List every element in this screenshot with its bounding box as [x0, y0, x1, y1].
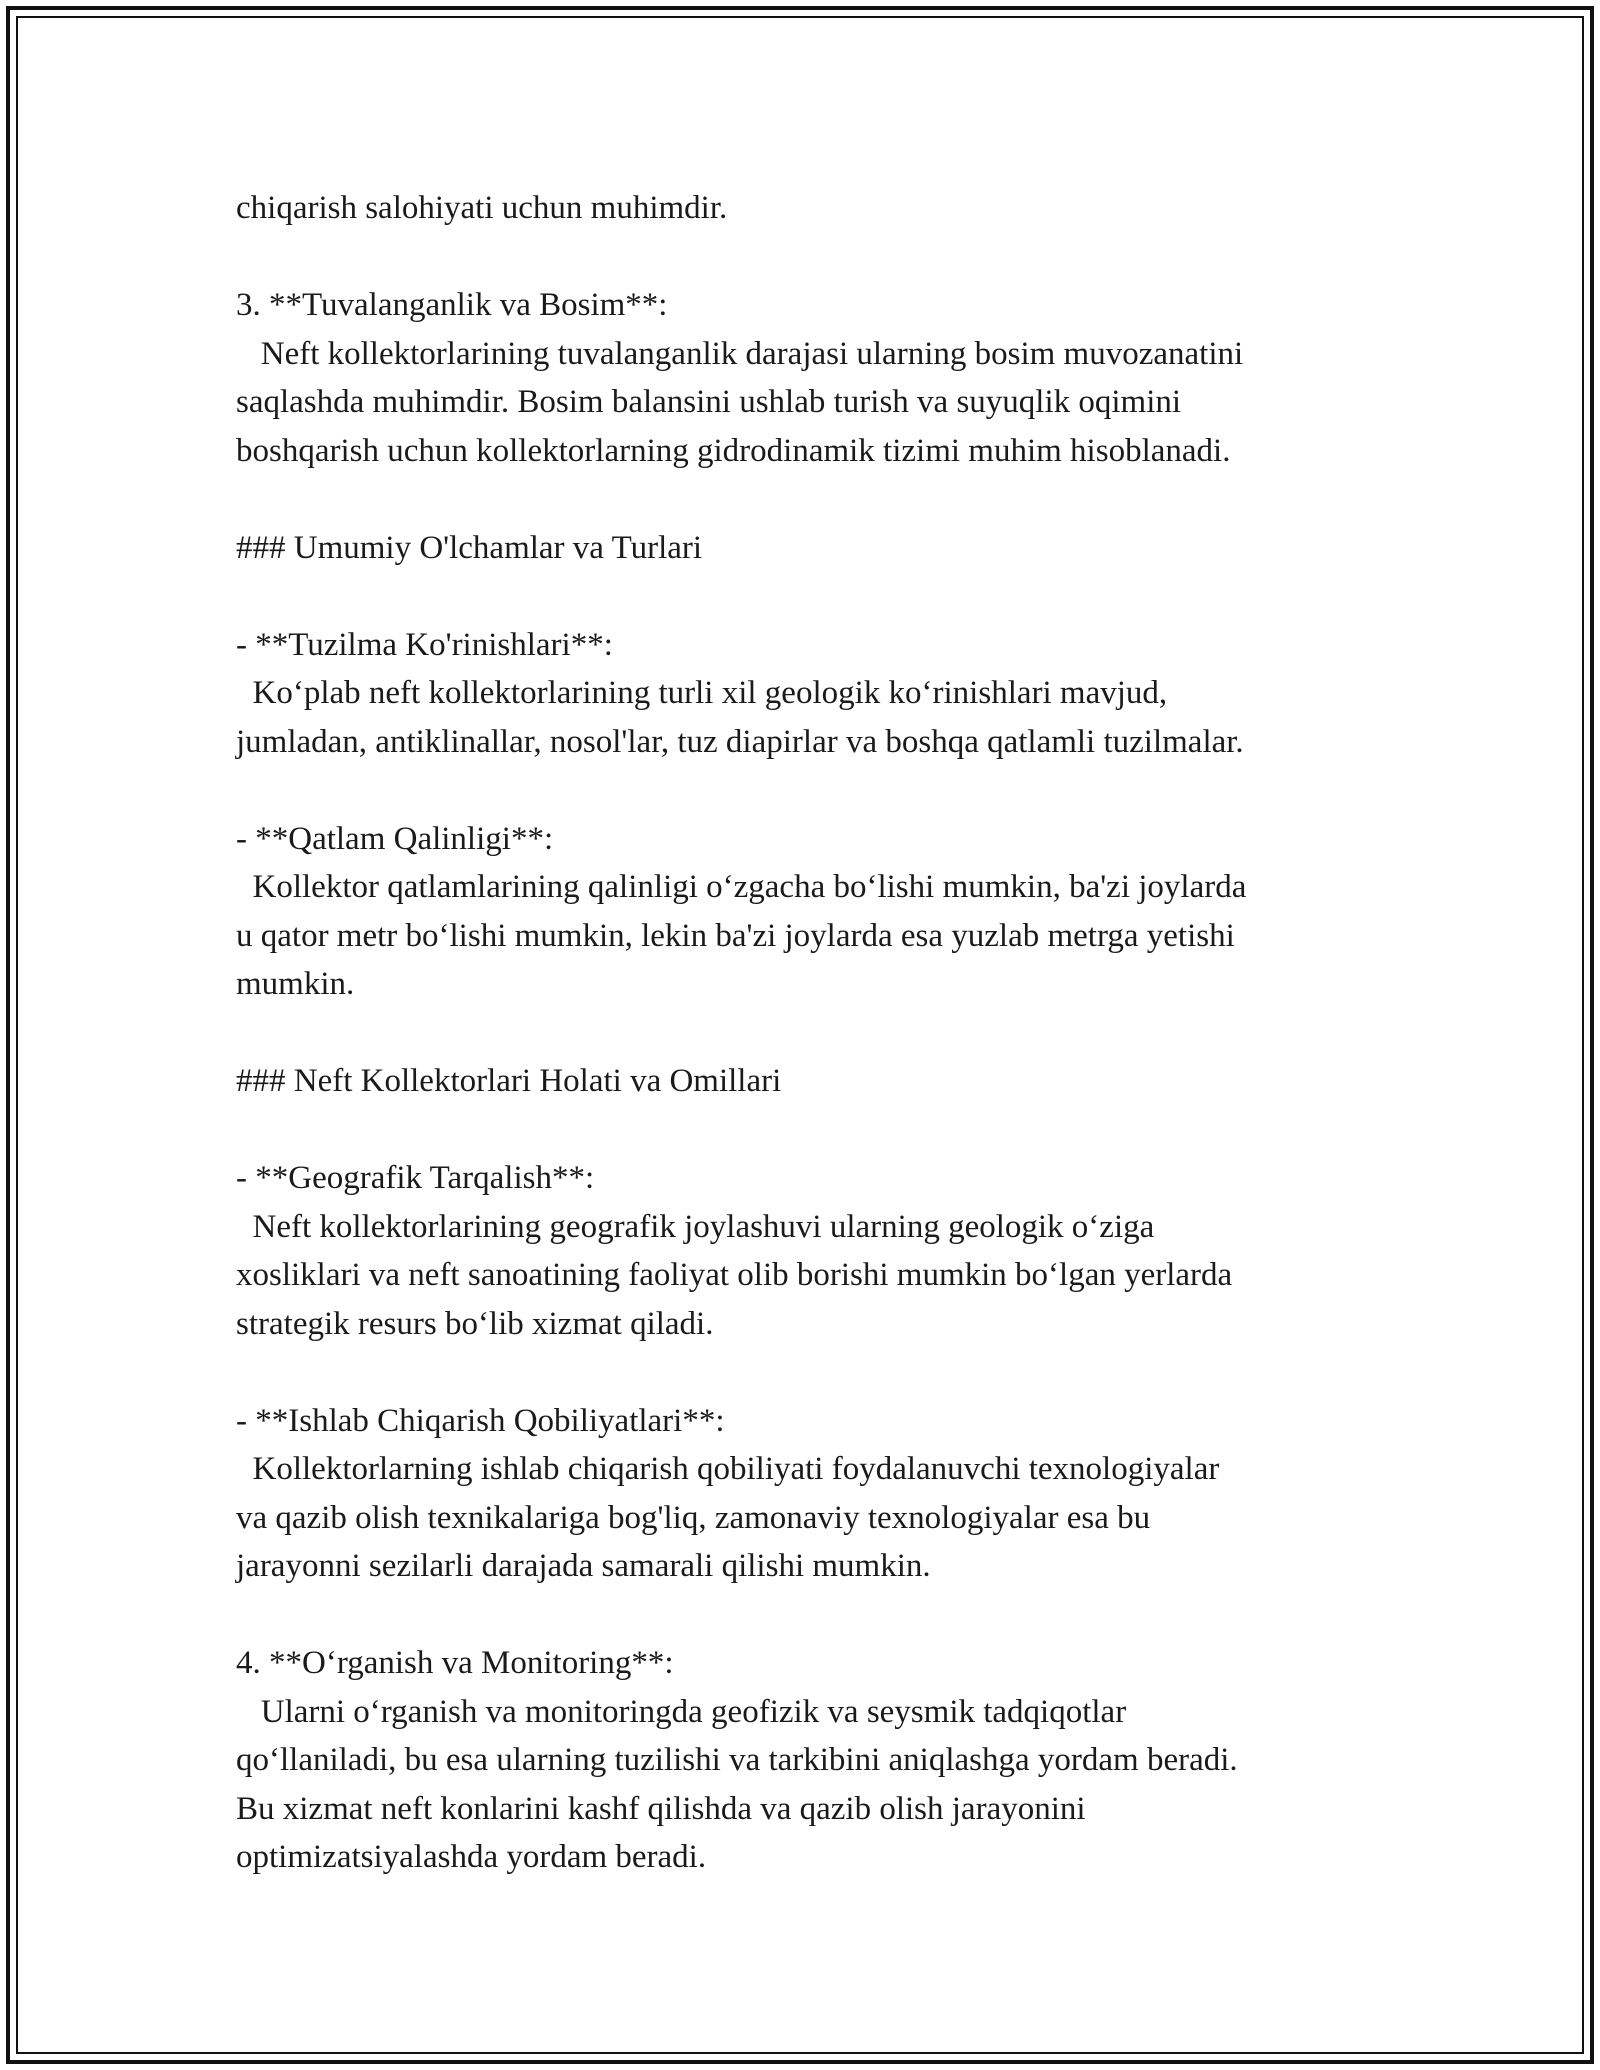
item-qatlam-line: u qator metr bo‘lishi mumkin, lekin ba'zi joylarda esa yuzlab metrga yetishi [236, 917, 1235, 954]
section-3-line: boshqarish uchun kollektorlarning gidrodinamik tizimi muhim hisoblanadi. [236, 432, 1231, 469]
subheading-neft-kollektorlari: ### Neft Kollektorlari Holati va Omillari [236, 1063, 782, 1099]
item-heading-qatlam: - **Qatlam Qalinligi**: [236, 820, 554, 857]
section-4-line: Ularni o‘rganish va monitoringda geofizik va seysmik tadqiqotlar [236, 1693, 1127, 1730]
item-ishlab-line: jarayonni sezilarli darajada samarali qilishi mumkin. [236, 1548, 931, 1584]
spacer [236, 1106, 1376, 1155]
item-heading-tuzilma: - **Tuzilma Ko'rinishlari**: [236, 626, 613, 663]
paragraph-continuation: chiqarish salohiyati uchun muhimdir. [236, 190, 728, 226]
spacer [236, 572, 1376, 621]
spacer [236, 233, 1376, 282]
subheading-umumiy: ### Umumiy O'lchamlar va Turlari [236, 529, 703, 566]
item-heading-ishlab: - **Ishlab Chiqarish Qobiliyatlari**: [236, 1402, 725, 1439]
section-heading-4: 4. **O‘rganish va Monitoring**: [236, 1645, 674, 1681]
section-3-line: Neft kollektorlarining tuvalanganlik darajasi ularning bosim muvozanatini [236, 335, 1244, 372]
section-3-line: saqlashda muhimdir. Bosim balansini ushlab turish va suyuqlik oqimini [236, 384, 1182, 420]
spacer [236, 1348, 1376, 1397]
item-heading-geografik: - **Geografik Tarqalish**: [236, 1160, 595, 1196]
section-heading-3: 3. **Tuvalanganlik va Bosim**: [236, 287, 668, 323]
item-ishlab-line: Kollektorlarning ishlab chiqarish qobiliyati foydalanuvchi texnologiyalar [236, 1451, 1220, 1487]
section-4-line: Bu xizmat neft konlarini kashf qilishda va qazib olish jarayonini [236, 1790, 1086, 1827]
spacer [236, 475, 1376, 524]
item-geografik-line: Neft kollektorlarining geografik joylashuvi ularning geologik o‘ziga [236, 1208, 1155, 1245]
section-4-line: qo‘llaniladi, bu esa ularning tuzilishi va tarkibini aniqlashga yordam beradi. [236, 1742, 1238, 1778]
section-4-line: optimizatsiyalashda yordam beradi. [236, 1839, 707, 1875]
item-ishlab-line: va qazib olish texnikalariga bog'liq, zamonaviy texnologiyalar esa bu [236, 1499, 1151, 1536]
item-qatlam-line: Kollektor qatlamlarining qalinligi o‘zgacha bo‘lishi mumkin, ba'zi joylarda [236, 869, 1247, 905]
item-qatlam-line: mumkin. [236, 966, 355, 1002]
item-geografik-line: strategik resurs bo‘lib xizmat qiladi. [236, 1305, 714, 1342]
item-tuzilma-line: jumladan, antiklinallar, nosol'lar, tuz diapirlar va boshqa qatlamli tuzilmalar. [236, 723, 1244, 760]
document-body [236, 184, 1376, 1882]
spacer [236, 1009, 1376, 1058]
spacer [236, 1591, 1376, 1640]
spacer [236, 766, 1376, 815]
item-tuzilma-line: Ko‘plab neft kollektorlarining turli xil geologik ko‘rinishlari mavjud, [236, 675, 1168, 711]
item-geografik-line: xosliklari va neft sanoatining faoliyat olib borishi mumkin bo‘lgan yerlarda [236, 1257, 1233, 1293]
